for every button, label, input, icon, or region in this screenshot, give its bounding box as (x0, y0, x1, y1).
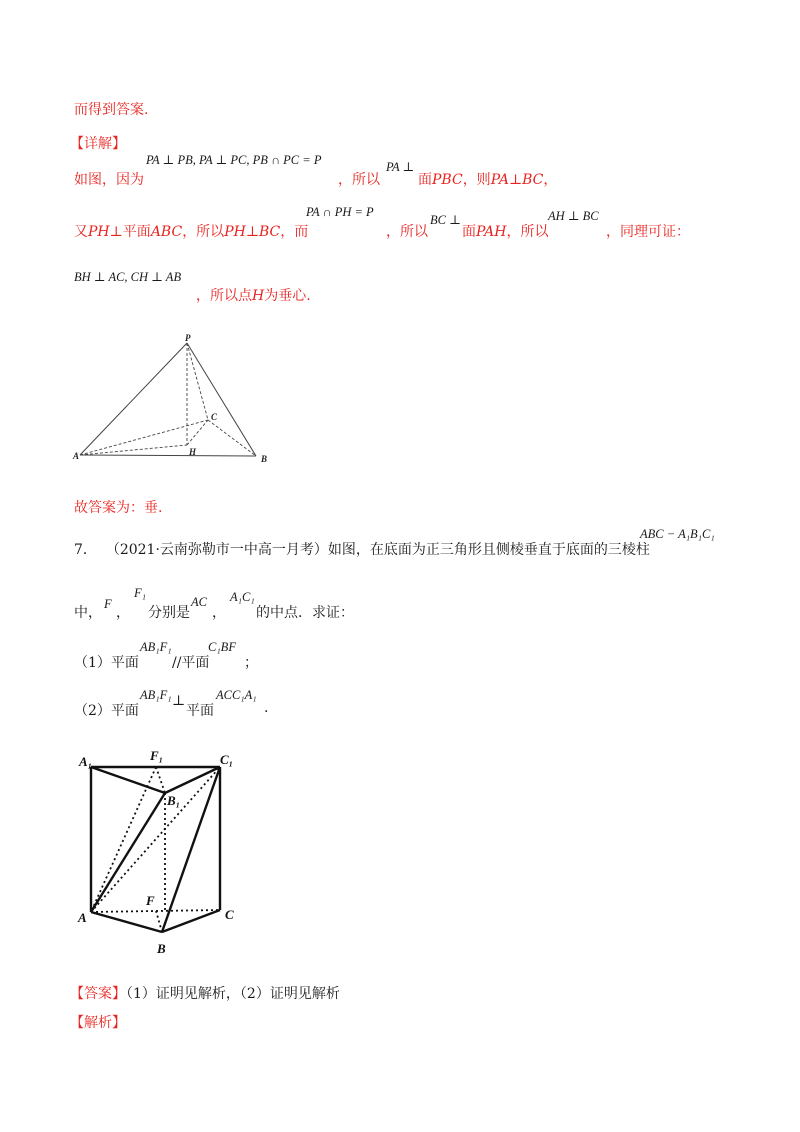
question-2-text-3: . (264, 700, 269, 716)
detail-line-2-text-1: 又PH⊥平面ABC，所以PH⊥BC，而 (74, 224, 309, 240)
label-P: P (185, 333, 191, 343)
label-B: B (157, 941, 166, 956)
detail-line-2-text-2: ，所以 (386, 224, 428, 240)
problem-7-line-2-text-2: ， (116, 605, 130, 621)
problem-7-line-2-math-F1: F₁ (134, 586, 146, 600)
detail-line-1-math-2: PA ⊥ (386, 160, 415, 174)
answer-text: （1）证明见解析，（2）证明见解析 (126, 986, 340, 1002)
detail-line-2-text-3: 面PAH，所以 (462, 224, 549, 240)
question-2-text-1: （2）平面 (74, 703, 139, 719)
question-2-text-2: 平面 (186, 703, 214, 719)
question-1-math-2: C₁BF (208, 640, 236, 654)
label-B: B (261, 454, 268, 464)
answer-tag: 【答案】 (70, 986, 126, 1002)
label-F1: F₁ (150, 748, 164, 763)
detail-line-3-math-1: BH ⊥ AC, CH ⊥ AB (74, 270, 182, 284)
answer-line (70, 983, 340, 1003)
intro-text: 而得到答案. (74, 102, 149, 118)
detail-line-1-math-1: PA ⊥ PB, PA ⊥ PC, PB ∩ PC = P (146, 153, 322, 167)
question-1-text-2: //平面 (172, 655, 210, 671)
detail-line-2-text-4: ，同理可证： (606, 224, 690, 240)
label-H: H (189, 447, 197, 457)
problem-7-prism-name: ABC − A₁B₁C₁ (640, 527, 715, 541)
question-1-text-1: （1）平面 (74, 655, 139, 671)
problem-7-stem: 7． （2021·云南弥勒市一中高一月考）如图，在底面为正三角形且侧棱垂直于底面的三棱柱 (74, 542, 650, 558)
problem-7-line-2-text-5: 的中点．求证： (256, 605, 354, 621)
detail-line-1-text-2: ，所以 (338, 172, 380, 188)
analysis-tag: 【解析】 (70, 1015, 126, 1031)
problem-7-line-2-text-4: ， (212, 605, 226, 621)
problem-7-line-2-math-A1C1: A₁C₁ (230, 590, 255, 604)
question-2-math-1: AB₁F₁ (140, 688, 172, 702)
problem-7-line-2-text-3: 分别是 (148, 605, 190, 621)
section-tag-detail: 【详解】 (70, 136, 126, 152)
conclusion-text: 故答案为：垂. (74, 500, 163, 516)
question-1-text-3: ； (244, 655, 258, 671)
question-1-math-1: AB₁F₁ (140, 640, 172, 654)
detail-line-2-math-2: BC ⊥ (430, 213, 461, 227)
tetrahedron-figure (70, 328, 290, 473)
detail-line-2-math-1: PA ∩ PH = P (306, 205, 374, 219)
detail-line-3-text: ，所以点H为垂心. (196, 288, 311, 304)
problem-7-line-2-math-AC: AC (191, 595, 207, 609)
detail-line-1-text-1: 如图，因为 (74, 172, 144, 188)
problem-7-line-2-math-F: F (104, 597, 112, 611)
label-F: F (146, 893, 155, 908)
detail-line-2-math-3: AH ⊥ BC (548, 209, 599, 223)
label-B1: B₁ (167, 793, 181, 808)
detail-line-1-text-3: 面PBC，则PA⊥BC， (418, 172, 558, 188)
label-C1: C₁ (220, 752, 234, 767)
label-C: C (211, 412, 218, 422)
label-C: C (225, 907, 234, 922)
label-A: A (73, 451, 80, 461)
prism-figure (70, 742, 250, 962)
question-2-perp: ⊥ (172, 693, 186, 709)
problem-7-line-2-text-1: 中， (74, 605, 102, 621)
question-2-math-2: ACC₁A₁ (216, 688, 257, 702)
label-A1: A₁ (79, 754, 93, 769)
label-A: A (78, 910, 87, 925)
